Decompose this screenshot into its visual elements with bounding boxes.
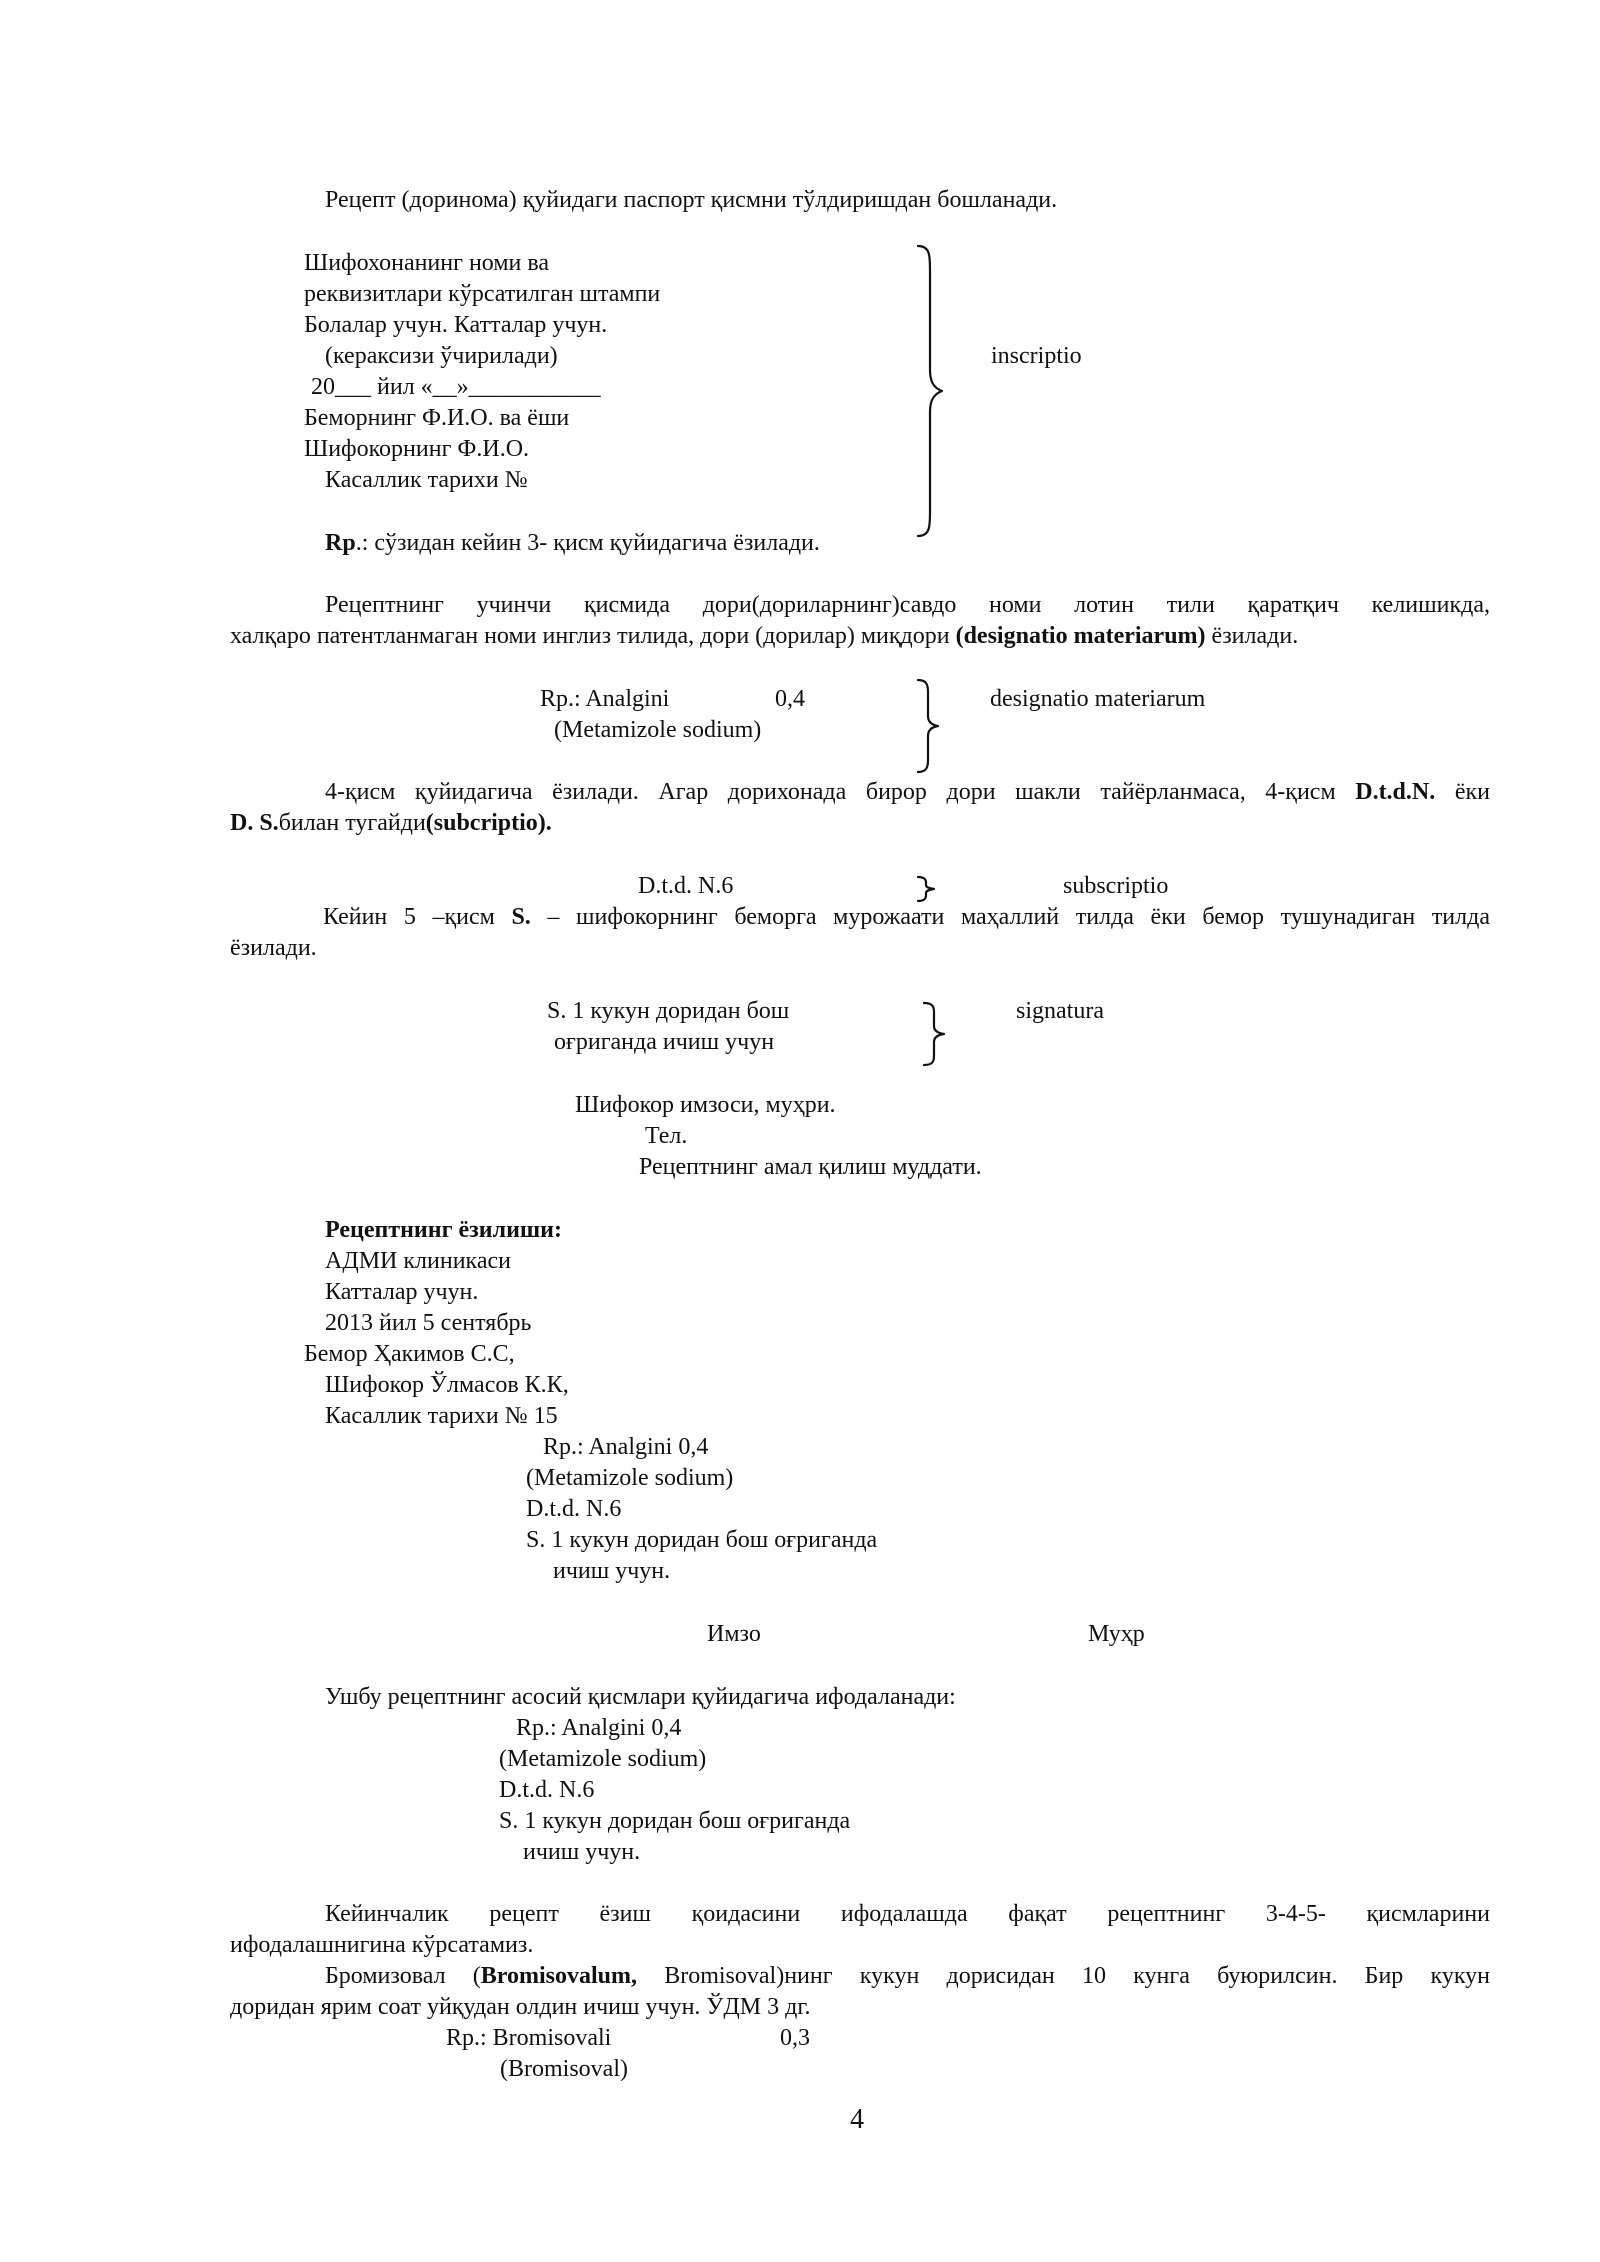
part3-paragraph-line — [230, 621, 1298, 652]
bromisoval-dose: 0,3 — [780, 2025, 810, 2051]
bromisoval-paragraph-line — [325, 1961, 1490, 1992]
subscriptio-label: subscriptio — [1063, 873, 1169, 899]
designatio-generic: (Metamizole sodium) — [554, 717, 762, 743]
designatio-dose: 0,4 — [775, 686, 805, 712]
designatio-brace — [912, 676, 946, 776]
bromisoval-text: Бромизовал ( — [325, 1963, 481, 1989]
signatura-brace — [920, 1000, 954, 1068]
page-number: 4 — [850, 2104, 864, 2135]
bromisoval-generic: (Bromisoval) — [500, 2056, 628, 2082]
example-stamp-label: Муҳр — [1088, 1621, 1145, 1647]
designatio-label: designatio materiarum — [990, 686, 1206, 712]
example-adults: Катталар учун. — [325, 1279, 479, 1305]
rp-note-rest: .: сўзидан кейин 3- қисм қуйидагича ёзилади. — [355, 530, 820, 556]
inscriptio-line: 20___ йил «__»___________ — [311, 374, 601, 400]
part4-text: 4-қисм қуйидагича ёзилади. Агар дорихонада бирор дори шакли тайёрланмаса, 4-қисм — [325, 779, 1356, 805]
main-parts-dtd: D.t.d. N.6 — [499, 1777, 595, 1803]
part5-text: – шифокорнинг беморга мурожаати маҳаллий тилда ёки бемор тушунадиган тилда — [530, 904, 1490, 930]
inscriptio-line: Шифохонанинг номи ва — [304, 250, 550, 276]
example-generic: (Metamizole sodium) — [526, 1465, 734, 1491]
inscriptio-brace — [910, 242, 950, 540]
example-signatura: ичиш учун. — [553, 1558, 671, 1584]
rp-note — [325, 528, 820, 559]
closing-line: Тел. — [645, 1123, 688, 1149]
main-parts-generic: (Metamizole sodium) — [499, 1746, 707, 1772]
example-patient: Бемор Ҳакимов С.С, — [304, 1341, 515, 1367]
main-parts-intro: Ушбу рецептнинг асосий қисмлари қуйидагича ифодаланади: — [325, 1684, 956, 1710]
s-term: S. — [511, 904, 531, 930]
example-rp: Rp.: Analgini 0,4 — [543, 1434, 709, 1460]
main-parts-rp: Rp.: Analgini 0,4 — [516, 1715, 682, 1741]
inscriptio-line: Шифокорнинг Ф.И.О. — [304, 436, 530, 462]
signatura-line: S. 1 кукун доридан бош — [547, 998, 790, 1024]
part3-text: ёзилади. — [1205, 623, 1299, 649]
part4-text: билан тугайди — [278, 810, 426, 836]
bromisoval-text: Bromisoval)нинг кукун дорисидан 10 кунга буюрилсин. Бир кукун — [637, 1963, 1490, 1989]
example-dtd: D.t.d. N.6 — [526, 1496, 622, 1522]
dtdn-term: D.t.d.N. — [1355, 779, 1436, 805]
bromisoval-paragraph-line: доридан ярим соат уйқудан олдин ичиш учун. ЎДМ 3 дг. — [230, 1994, 811, 2020]
inscriptio-label: inscriptio — [991, 343, 1082, 369]
ds-term: D. S. — [230, 810, 279, 836]
inscriptio-line: Болалар учун. Катталар учун. — [304, 312, 608, 338]
signatura-line: оғриганда ичиш учун — [554, 1029, 775, 1055]
inscriptio-line: Касаллик тарихи № — [325, 467, 528, 493]
part4-paragraph-line — [230, 808, 552, 839]
closing-line: Шифокор имзоси, муҳри. — [575, 1092, 836, 1118]
example-history: Касаллик тарихи № 15 — [325, 1403, 558, 1429]
main-parts-signatura: ичиш учун. — [523, 1839, 641, 1865]
closing-line: Рецептнинг амал қилиш муддати. — [639, 1154, 982, 1180]
later-paragraph-line: ифодалашнигина кўрсатамиз. — [230, 1932, 534, 1958]
subscriptio-brace — [914, 874, 948, 904]
designatio-rp: Rp.: Analgini — [540, 686, 670, 712]
subcriptio-term: (subcriptio). — [425, 810, 552, 836]
part3-text: халқаро патентланмаган номи инглиз тилида, дори (дорилар) миқдори — [230, 623, 956, 649]
part4-text: ёки — [1435, 779, 1490, 805]
example-heading: Рецептнинг ёзилиши: — [325, 1217, 562, 1243]
later-paragraph-line: Кейинчалик рецепт ёзиш қоидасини ифодалашда фақат рецептнинг 3-4-5- қисмларини — [325, 1901, 1490, 1927]
subscriptio-text: D.t.d. N.6 — [638, 873, 734, 899]
inscriptio-line: реквизитлари кўрсатилган штампи — [304, 281, 661, 307]
example-date: 2013 йил 5 сентябрь — [325, 1310, 532, 1336]
bromisoval-rp: Rp.: Bromisovali — [446, 2025, 612, 2051]
signatura-label: signatura — [1016, 998, 1104, 1024]
rp-bold: Rp — [325, 530, 356, 556]
example-signatura: S. 1 кукун доридан бош оғриганда — [526, 1527, 878, 1553]
inscriptio-line: (кераксизи ўчирилади) — [325, 343, 558, 369]
example-clinic: АДМИ клиникаси — [325, 1248, 511, 1274]
part5-text: Кейин 5 –қисм — [323, 904, 512, 930]
part5-paragraph-line — [323, 902, 1490, 933]
example-doctor: Шифокор Ўлмасов К.К, — [325, 1372, 569, 1398]
part3-paragraph-line: Рецептнинг учинчи қисмида дори(дориларнинг)савдо номи лотин тили қаратқич келишикда, — [325, 592, 1490, 618]
bromisovalum-term: Bromisovalum, — [480, 1963, 637, 1989]
part4-paragraph-line — [325, 777, 1490, 808]
main-parts-signatura: S. 1 кукун доридан бош оғриганда — [499, 1808, 851, 1834]
part5-paragraph-line: ёзилади. — [230, 935, 317, 961]
inscriptio-line: Беморнинг Ф.И.О. ва ёши — [304, 405, 570, 431]
designatio-term: (designatio materiarum) — [955, 623, 1206, 649]
example-signature-label: Имзо — [707, 1621, 761, 1647]
intro-text: Рецепт (доринома) қуйидаги паспорт қисмни тўлдиришдан бошланади. — [325, 187, 1058, 213]
